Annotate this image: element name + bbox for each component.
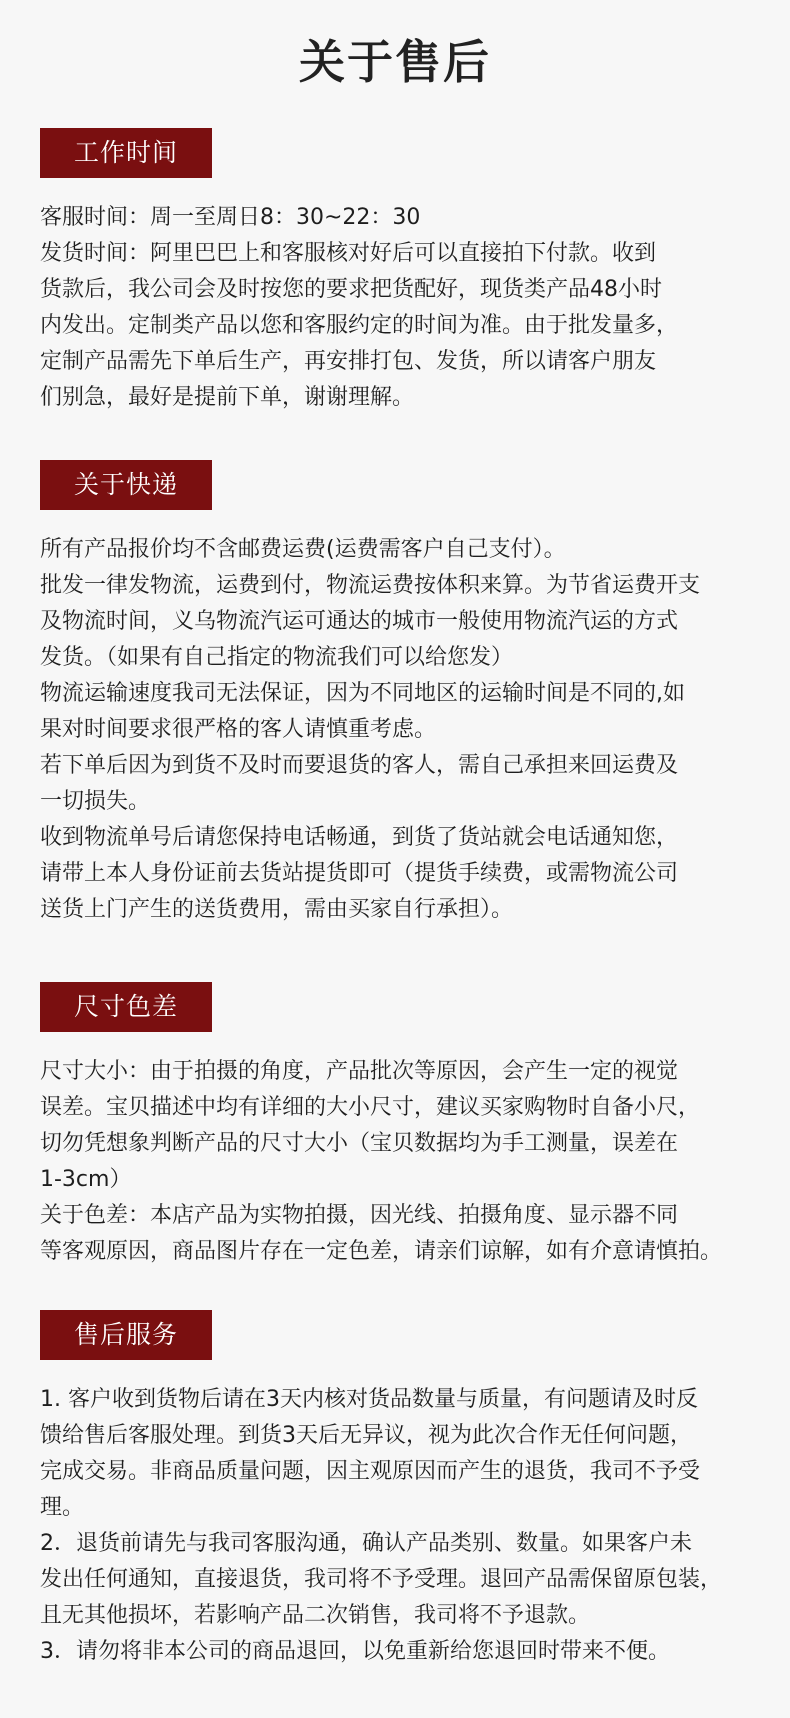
text-line: 内发出。定制类产品以您和客服约定的时间为准。由于批发量多， [40,313,679,338]
text-line: 货款后，我公司会及时按您的要求把货配好，现货类产品48小时 [40,277,662,302]
text-line: 定制产品需先下单后生产，再安排打包、发货，所以请客户朋友 [40,349,657,374]
text-line: 馈给售后客服处理。到货3天后无异议，视为此次合作无任何问题， [40,1423,692,1448]
text-line: 发出任何通知，直接退货，我司将不予受理。退回产品需保留原包装， [40,1567,723,1592]
text-line: 1-3cm） [40,1167,132,1192]
text-line: 及物流时间，义乌物流汽运可通达的城市一般使用物流汽运的方式 [40,609,679,634]
section-express [40,460,780,928]
text-line: 们别急，最好是提前下单，谢谢理解。 [40,385,415,410]
text-line: 物流运输速度我司无法保证，因为不同地区的运输时间是不同的,如 [40,681,685,706]
text-line: 切勿凭想象判断产品的尺寸大小（宝贝数据均为手工测量，误差在 [40,1131,679,1156]
text-line: 批发一律发物流，运费到付，物流运费按体积来算。为节省运费开支 [40,573,701,598]
page-title: 关于售后 [299,35,491,89]
section-body-working-hours [40,200,780,416]
text-line: 误差。宝贝描述中均有详细的大小尺寸，建议买家购物时自备小尺， [40,1095,701,1120]
text-line: 请带上本人身份证前去货站提货即可（提货手续费，或需物流公司 [40,861,679,886]
text-line: 关于色差：本店产品为实物拍摄，因光线、拍摄角度、显示器不同 [40,1203,679,1228]
text-line: 送货上门产生的送货费用，需由买家自行承担）。 [40,897,514,922]
text-line: 1. 客户收到货物后请在3天内核对货品数量与质量，有问题请及时反 [40,1387,698,1412]
section-working-hours [40,128,780,416]
text-line: 理。 [40,1495,85,1520]
text-line: 且无其他损坏，若影响产品二次销售，我司将不予退款。 [40,1603,591,1628]
section-body-express [40,532,780,928]
text-line: 2．退货前请先与我司客服沟通，确认产品类别、数量。如果客户未 [40,1531,692,1556]
text-line: 客服时间：周一至周日8：30~22：30 [40,205,421,230]
section-header-express: 关于快递 [40,460,212,510]
text-line: 完成交易。非商品质量问题，因主观原因而产生的退货，我司不予受 [40,1459,701,1484]
text-line: 果对时间要求很严格的客人请慎重考虑。 [40,717,437,742]
section-header-size-color: 尺寸色差 [40,982,212,1032]
text-line: 所有产品报价均不含邮费运费(运费需客户自己支付）。 [40,537,566,562]
section-header-working-hours: 工作时间 [40,128,212,178]
text-line: 3．请勿将非本公司的商品退回，以免重新给您退回时带来不便。 [40,1639,670,1664]
text-line: 一切损失。 [40,789,151,814]
text-line: 收到物流单号后请您保持电话畅通，到货了货站就会电话通知您， [40,825,679,850]
text-line: 尺寸大小：由于拍摄的角度，产品批次等原因，会产生一定的视觉 [40,1059,679,1084]
text-line: 发货时间：阿里巴巴上和客服核对好后可以直接拍下付款。收到 [40,241,657,266]
section-body-size-color [40,1054,780,1270]
section-header-after-sales-service: 售后服务 [40,1310,212,1360]
section-size-color [40,982,780,1270]
text-line: 若下单后因为到货不及时而要退货的客人，需自己承担来回运费及 [40,753,679,778]
section-body-after-sales-service [40,1382,780,1670]
text-line: 等客观原因，商品图片存在一定色差，请亲们谅解，如有介意请慎拍。 [40,1239,723,1264]
text-line: 发货。（如果有自己指定的物流我们可以给您发） [40,645,514,670]
section-after-sales-service [40,1310,780,1670]
